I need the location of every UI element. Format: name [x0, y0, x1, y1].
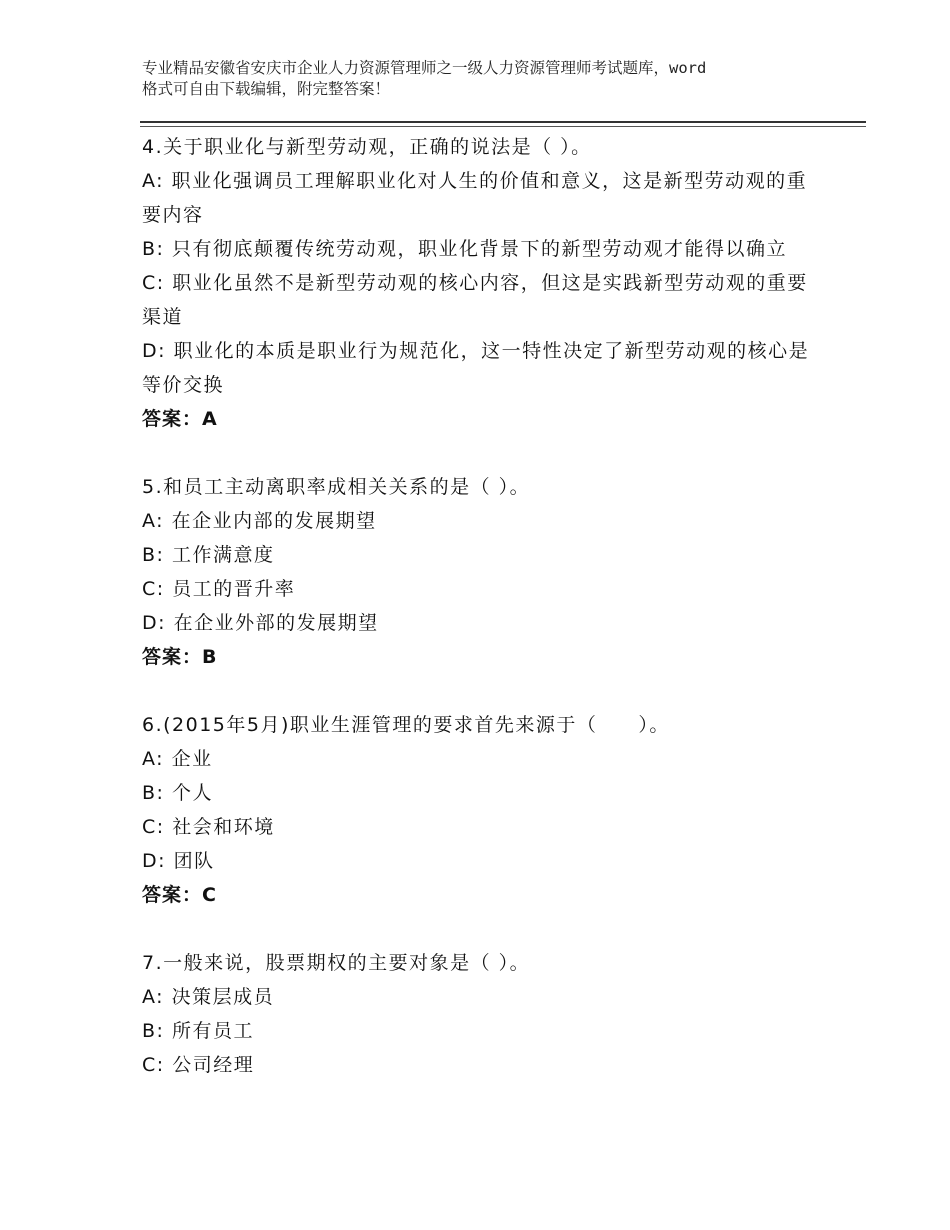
- question-list: [142, 130, 812, 1082]
- header-divider-thin: [140, 126, 866, 127]
- option-a: A: 企业: [142, 748, 213, 770]
- option-c: C: 职业化虽然不是新型劳动观的核心内容，但这是实践新型劳动观的重要渠道: [142, 272, 808, 328]
- document-header: [142, 58, 832, 100]
- option-b: B: 个人: [142, 782, 213, 804]
- option-b: B: 所有员工: [142, 1020, 254, 1042]
- option-a: A: 在企业内部的发展期望: [142, 510, 377, 532]
- option-d: D: 在企业外部的发展期望: [142, 612, 379, 634]
- option-c: C: 社会和环境: [142, 816, 275, 838]
- question-5: [142, 470, 812, 674]
- answer-label: 答案：A: [142, 408, 218, 430]
- question-stem: 6.(2015年5月)职业生涯管理的要求首先来源于（ ）。: [142, 714, 670, 736]
- answer-label: 答案：B: [142, 646, 218, 668]
- option-a: A: 决策层成员: [142, 986, 275, 1008]
- header-divider-thick: [140, 121, 866, 123]
- question-stem: 4.关于职业化与新型劳动观，正确的说法是（ ）。: [142, 136, 592, 158]
- option-d: D: 职业化的本质是职业行为规范化，这一特性决定了新型劳动观的核心是等价交换: [142, 340, 810, 396]
- option-c: C: 员工的晋升率: [142, 578, 296, 600]
- question-stem: 7.一般来说，股票期权的主要对象是（ ）。: [142, 952, 531, 974]
- option-d: D: 团队: [142, 850, 215, 872]
- answer-label: 答案：C: [142, 884, 217, 906]
- option-a: A: 职业化强调员工理解职业化对人生的价值和意义，这是新型劳动观的重要内容: [142, 170, 808, 226]
- question-6: [142, 708, 812, 912]
- option-b: B: 只有彻底颠覆传统劳动观，职业化背景下的新型劳动观才能得以确立: [142, 238, 787, 260]
- question-7: [142, 946, 812, 1082]
- header-line-2: 格式可自由下载编辑，附完整答案！: [142, 80, 391, 98]
- question-stem: 5.和员工主动离职率成相关关系的是（ ）。: [142, 476, 531, 498]
- question-4: [142, 130, 812, 436]
- option-c: C: 公司经理: [142, 1054, 255, 1076]
- option-b: B: 工作满意度: [142, 544, 275, 566]
- header-line-1: 专业精品安徽省安庆市企业人力资源管理师之一级人力资源管理师考试题库，word: [142, 59, 707, 77]
